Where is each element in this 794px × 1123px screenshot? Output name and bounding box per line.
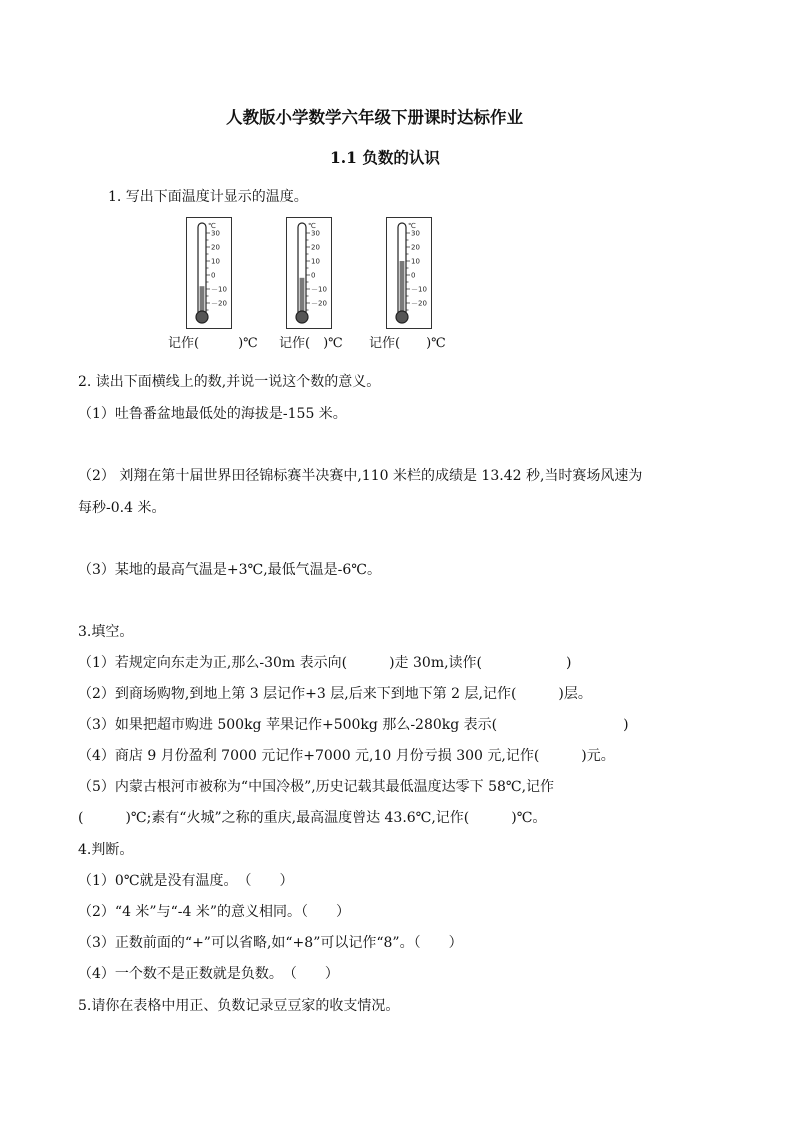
thermometer-3 [386, 217, 432, 333]
thermometer-frame [387, 218, 432, 329]
scale-label: －10 [411, 285, 427, 294]
page-title: 人教版小学数学六年级下册课时达标作业 [226, 108, 523, 127]
unit-label: ℃ [208, 222, 216, 230]
thermometer-frame [187, 218, 232, 329]
unit-label: ℃ [308, 222, 316, 230]
scale-label: 10 [211, 257, 220, 266]
thermometer-bulb [296, 311, 308, 323]
thermometer-2-caption: 记作( )℃ [279, 336, 343, 351]
q2-item-3: （3）某地的最高气温是+3℃,最低气温是-6℃。 [78, 562, 381, 578]
scale-label: －20 [311, 299, 327, 308]
thermometer-1-caption: 记作( )℃ [168, 336, 258, 351]
scale-label: 0 [311, 271, 316, 280]
lesson-subtitle: 1.1 负数的认识 [330, 148, 440, 167]
scale-label: －10 [311, 285, 327, 294]
q3-prompt: 3.填空。 [78, 624, 134, 640]
scale-label: 20 [311, 243, 320, 252]
thermometer-3-figure [386, 217, 432, 329]
scale-label: 30 [211, 229, 220, 238]
scale-label: 20 [411, 243, 420, 252]
mercury-column [400, 261, 405, 317]
q4-prompt: 4.判断。 [78, 842, 134, 858]
q3-item-3: （3）如果把超市购进 500kg 苹果记作+500kg 那么-280kg 表示( ) [78, 717, 629, 733]
q5-prompt: 5.请你在表格中用正、负数记录豆豆家的收支情况。 [78, 998, 400, 1014]
thermometer-frame [287, 218, 332, 329]
q3-item-5-cont: ( )℃;素有“火城”之称的重庆,最高温度曾达 43.6℃,记作( )℃。 [78, 810, 547, 826]
q4-item-4: （4）一个数不是正数就是负数。 （ ） [78, 966, 339, 982]
thermometer-1-figure [186, 217, 232, 329]
q2-prompt: 2. 读出下面横线上的数,并说一说这个数的意义。 [78, 374, 381, 390]
q4-item-1: （1）0℃就是没有温度。 （ ） [78, 873, 294, 889]
q3-item-5: （5）内蒙古根河市被称为“中国冷极”,历史记载其最低温度达零下 58℃,记作 [78, 779, 555, 795]
scale-label: －20 [211, 299, 227, 308]
q2-item-1: （1）吐鲁番盆地最低处的海拔是-155 米。 [78, 406, 347, 422]
q3-item-2: （2）到商场购物,到地上第 3 层记作+3 层,后来下到地下第 2 层,记作( )层。 [78, 686, 592, 702]
q2-item-2-cont: 每秒-0.4 米。 [78, 500, 166, 516]
unit-label: ℃ [408, 222, 416, 230]
scale-label: 0 [411, 271, 416, 280]
thermometer-2-figure [286, 217, 332, 329]
q1-prompt: 1. 写出下面温度计显示的温度。 [108, 189, 308, 205]
scale-label: 10 [411, 257, 420, 266]
scale-label: 0 [211, 271, 216, 280]
scale-label: 30 [411, 229, 420, 238]
q3-item-4: （4）商店 9 月份盈利 7000 元记作+7000 元,10 月份亏损 300 元,记作( )元。 [78, 748, 615, 764]
thermometer-1 [186, 217, 232, 333]
q3-item-1: （1）若规定向东走为正,那么-30m 表示向( )走 30m,读作( ) [78, 655, 572, 671]
q2-item-2: （2） 刘翔在第十届世界田径锦标赛半决赛中,110 米栏的成绩是 13.42 秒,当时赛场风速为 [78, 468, 643, 484]
scale-label: －10 [211, 285, 227, 294]
scale-label: 10 [311, 257, 320, 266]
q4-item-3: （3）正数前面的“+”可以省略,如“+8”可以记作“8”。（ ） [78, 935, 463, 951]
scale-label: －20 [411, 299, 427, 308]
thermometer-2 [286, 217, 332, 333]
scale-label: 20 [211, 243, 220, 252]
thermometer-bulb [396, 311, 408, 323]
thermometer-bulb [196, 311, 208, 323]
thermometer-3-caption: 记作( )℃ [369, 336, 446, 351]
scale-label: 30 [311, 229, 320, 238]
q4-item-2: （2）“4 米”与“-4 米”的意义相同。（ ） [78, 904, 350, 920]
